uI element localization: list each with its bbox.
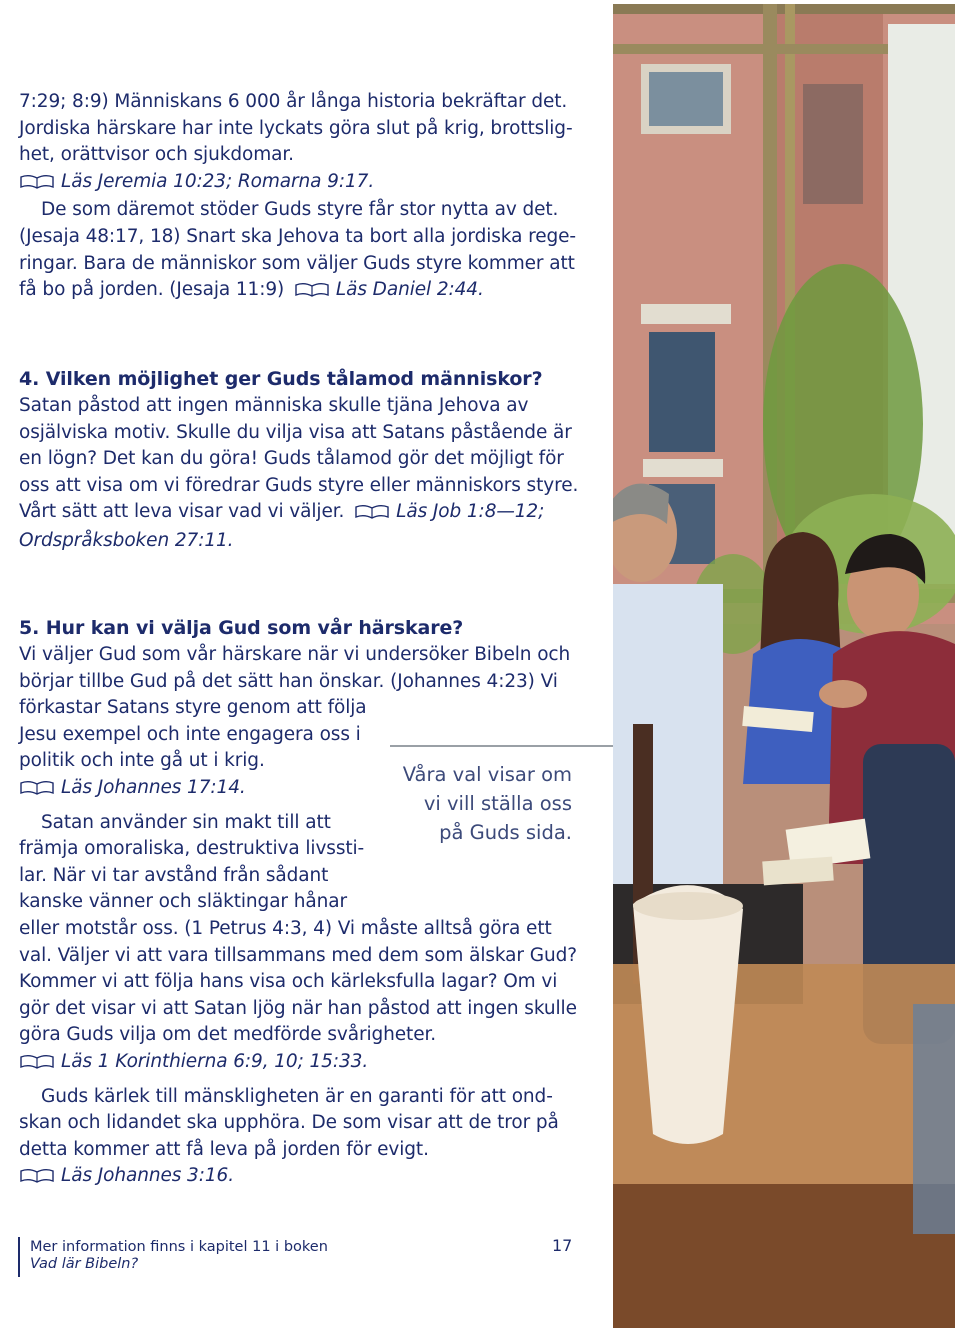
read-reference-text: Läs Johannes 17:14. — [61, 776, 246, 798]
paragraph-line — [19, 499, 579, 528]
paragraph-line: eller motstår oss. (1 Petrus 4:3, 4) Vi måste alltså göra ett — [19, 917, 552, 939]
paragraph-line: Vi väljer Gud som vår härskare när vi undersöker Bibeln och — [19, 644, 571, 665]
read-reference — [350, 501, 544, 522]
paragraph-line: skan och lidandet ska upphöra. De som visar att de tror på — [19, 1112, 559, 1134]
open-book-icon — [19, 1165, 55, 1192]
open-book-icon — [294, 279, 330, 306]
paragraph-line: gör det visar vi att Satan ljög när han påstod att ingen skulle — [19, 997, 577, 1019]
page-number: 17 — [552, 1236, 573, 1255]
read-reference — [290, 279, 484, 300]
paragraph-line: ringar. Bara de människor som väljer Guds styre kommer att — [19, 252, 575, 274]
paragraph-line: oss att visa om vi föredrar Guds styre eller människors styre. — [19, 474, 579, 496]
question-4-section — [19, 366, 579, 555]
read-reference — [19, 169, 579, 198]
caption-rule — [390, 745, 618, 747]
paragraph-text: få bo på jorden. (Jesaja 11:9) — [19, 279, 285, 301]
paragraph-line: främja omoraliska, destruktiva livssti- — [19, 838, 365, 860]
paragraph-line: detta kommer att få leva på jorden för evigt. — [19, 1138, 429, 1160]
paragraph-line: Jesu exempel och inte engagera oss i — [19, 723, 361, 745]
footer-line: Mer information finns i kapitel 11 i boken — [30, 1239, 328, 1255]
paragraph-line: lar. När vi tar avstånd från sådant — [19, 864, 329, 886]
read-reference-text: Läs Jeremia 10:23; Romarna 9:17. — [61, 170, 375, 192]
question-5-section — [19, 615, 579, 1192]
paragraph-line: De som däremot stöder Guds styre får stor nytta av det. — [41, 199, 559, 221]
paragraph-line: en lögn? Det kan du göra! Guds tålamod gör det möjligt för — [19, 448, 564, 470]
footer-bar — [18, 1237, 20, 1277]
read-reference — [19, 1163, 579, 1192]
read-reference-text: Ordspråksboken 27:11. — [19, 529, 234, 551]
read-reference-text: Läs 1 Korinthierna 6:9, 10; 15:33. — [61, 1050, 369, 1072]
intro-line: het, orättvisor och sjukdomar. — [19, 144, 294, 166]
footer-note — [30, 1239, 328, 1273]
paragraph-line: börjar tillbe Gud på det sätt han önskar. (Johannes 4:23) Vi — [19, 670, 558, 692]
photo-people-studying-bible — [613, 4, 955, 1328]
paragraph-line: osjälviska motiv. Skulle du vilja visa att Satans påstående är — [19, 421, 572, 443]
question-heading: 4. Vilken möjlighet ger Guds tålamod människor? — [19, 368, 543, 390]
paragraph-line: Satan använder sin makt till att — [41, 811, 331, 833]
open-book-icon — [19, 777, 55, 804]
paragraph-text: Vårt sätt att leva visar vad vi väljer. — [19, 501, 345, 523]
paragraph-line: förkastar Satans styre genom att följa — [19, 697, 367, 719]
intro-line: Jordiska härskare har inte lyckats göra slut på krig, brottslig- — [19, 117, 573, 139]
paragraph-line: Guds kärlek till mänskligheten är en garanti för att ond- — [41, 1085, 553, 1107]
paragraph-line: göra Guds vilja om det medförde svårigheter. — [19, 1024, 437, 1046]
paragraph-line: Kommer vi att följa hans visa och kärleksfulla lagar? Om vi — [19, 971, 558, 993]
read-reference-text: Läs Job 1:8—12; — [396, 501, 545, 523]
caption-line: vi vill ställa oss — [423, 792, 572, 815]
read-reference-text: Läs Johannes 3:16. — [61, 1165, 234, 1187]
paragraph-line: val. Väljer vi att vara tillsammans med dem som älskar Gud? — [19, 944, 577, 966]
read-reference-text: Läs Daniel 2:44. — [335, 279, 484, 301]
paragraph-line: kanske vänner och släktingar hånar — [19, 891, 347, 913]
intro-line: 7:29; 8:9) Människans 6 000 år långa historia bekräftar det. — [19, 91, 568, 112]
caption-line: Våra val visar om — [402, 763, 572, 786]
paragraph-line: politik och inte gå ut i krig. — [19, 750, 265, 772]
open-book-icon — [354, 501, 390, 528]
footer-book-title: Vad lär Bibeln? — [30, 1256, 139, 1272]
read-reference — [19, 1049, 579, 1078]
open-book-icon — [19, 1051, 55, 1078]
paragraph-line — [19, 277, 579, 306]
open-book-icon — [19, 171, 55, 198]
question-heading: 5. Hur kan vi välja Gud som vår härskare? — [19, 617, 464, 639]
paragraph-line: Satan påstod att ingen människa skulle tjäna Jehova av — [19, 395, 529, 416]
paragraph-line: (Jesaja 48:17, 18) Snart ska Jehova ta bort alla jordiska rege- — [19, 225, 576, 247]
caption-line: på Guds sida. — [439, 821, 572, 844]
intro-section — [19, 89, 579, 306]
photo-caption — [380, 760, 572, 847]
